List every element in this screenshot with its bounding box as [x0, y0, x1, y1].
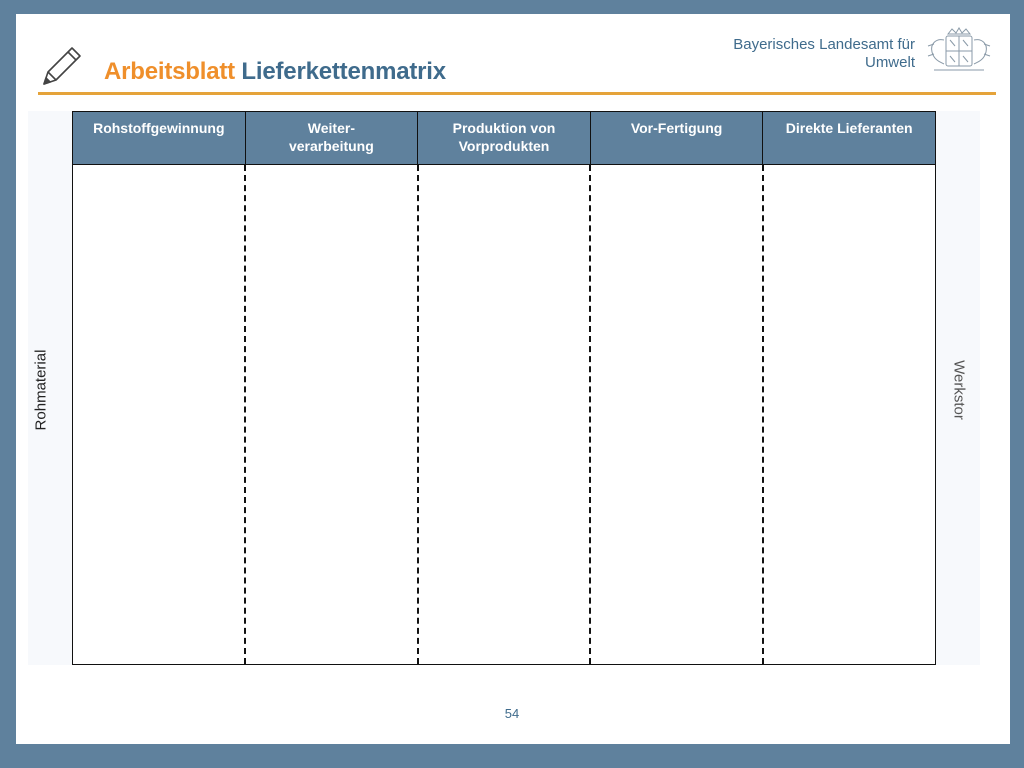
- matrix-cell-vor-fertigung[interactable]: [591, 165, 764, 664]
- page-title: [104, 58, 446, 86]
- column-header-direkte-lieferanten: Direkte Lieferanten: [785, 120, 913, 136]
- coat-of-arms-icon: [922, 26, 996, 74]
- right-axis-label: Werkstor: [950, 360, 968, 420]
- supply-chain-matrix: [72, 111, 936, 665]
- matrix-cell-vorprodukte[interactable]: [419, 165, 592, 664]
- matrix-cell-direkte-lieferanten[interactable]: [764, 165, 935, 664]
- column-header-vorprodukte: Produktion von Vorprodukten: [418, 112, 591, 164]
- column-header-vor-fertigung: Vor-Fertigung: [591, 112, 764, 164]
- matrix-body: [73, 165, 935, 664]
- org-line-2: Umwelt: [864, 54, 915, 71]
- title-prefix: Arbeitsblatt: [104, 58, 235, 85]
- matrix-cell-rohstoffgewinnung[interactable]: [73, 165, 246, 664]
- matrix-header-row: [73, 112, 935, 165]
- pencil-icon: [38, 42, 86, 90]
- matrix-cell-weiterverarbeitung[interactable]: [246, 165, 419, 664]
- column-header-rohstoffgewinnung: Rohstoffgewinnung: [73, 112, 246, 164]
- left-axis-label: Rohmaterial: [32, 349, 50, 431]
- header-rule: [38, 92, 996, 95]
- organization-name: [733, 36, 915, 72]
- title-main: Lieferkettenmatrix: [241, 58, 446, 85]
- page-number: 54: [504, 706, 520, 721]
- column-header-weiterverarbeitung: Weiter- verarbeitung: [246, 112, 419, 164]
- org-line-1: Bayerisches Landesamt für: [733, 36, 915, 53]
